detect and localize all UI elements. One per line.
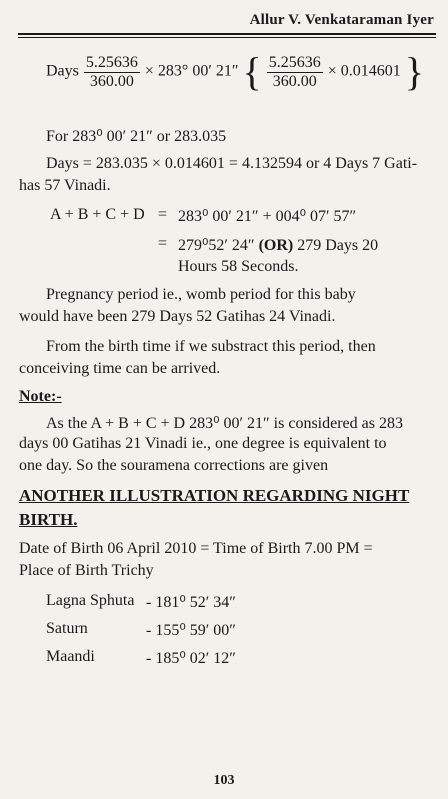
paragraph-note-3: one day. So the souramena corrections are given (19, 457, 329, 474)
const-term: × 0.014601 (327, 62, 401, 80)
paragraph-dob-1: Date of Birth 06 April 2010 = Time of Birth 7.00 PM = (19, 540, 373, 557)
position-name: Lagna Sphuta (46, 592, 135, 609)
paragraph-for: For 283⁰ 00′ 21″ or 283.035 (46, 128, 227, 145)
sum-rhs-3: Hours 58 Seconds. (178, 258, 299, 275)
days-label: Days (46, 62, 79, 80)
fraction-2: $\frac{5.25636}{360.00}$ (268, 53, 321, 90)
header-rule-thin (18, 37, 436, 38)
page-number: 103 (213, 773, 235, 788)
paragraph-pregnancy-1: Pregnancy period ie., womb period for this baby (46, 286, 356, 303)
open-brace: { (242, 49, 262, 94)
angle-term: × 283° 00′ 21″ (144, 62, 239, 80)
close-brace: } (404, 49, 424, 94)
sum-eq-1: = (158, 206, 168, 223)
paragraph-days-2: has 57 Vinadi. (19, 177, 111, 194)
paragraph-note-1: As the A + B + C + D 283⁰ 00′ 21″ is considered as 283 (46, 415, 403, 432)
note-heading: Note:- (19, 388, 62, 405)
position-value: - 155⁰ 59′ 00″ (146, 622, 236, 639)
paragraph-birth-1: From the birth time if we substract this period, then (46, 338, 376, 355)
paragraph-birth-2: conceiving time can be arrived. (19, 360, 221, 377)
position-name: Maandi (46, 648, 95, 665)
sum-rhs-1: 283⁰ 00′ 21″ + 004⁰ 07′ 57″ (178, 208, 357, 225)
position-name: Saturn (46, 620, 88, 637)
position-value: - 185⁰ 02′ 12″ (146, 650, 236, 667)
header-rule (18, 33, 436, 35)
paragraph-days-1: Days = 283.035 × 0.014601 = 4.132594 or 4 Days 7 Gati- (46, 155, 418, 172)
sum-eq-2: = (158, 235, 168, 252)
sum-rhs-2: 279⁰52′ 24″ (OR) 279 Days 20 (178, 237, 379, 254)
running-head: Allur V. Venkataraman Iyer (249, 12, 434, 28)
days-formula (46, 49, 424, 94)
fraction-1: $\frac{5.25636}{360.00}$ (85, 53, 138, 90)
paragraph-note-2: days 00 Gatihas 21 Vinadi ie., one degree is equivalent to (19, 435, 387, 452)
section-heading-2: BIRTH. (19, 510, 78, 529)
section-heading-1: ANOTHER ILLUSTRATION REGARDING NIGHT (19, 486, 410, 505)
paragraph-dob-2: Place of Birth Trichy (19, 562, 154, 579)
paragraph-pregnancy-2: would have been 279 Days 52 Gatihas 24 Vinadi. (19, 308, 336, 325)
sum-lhs: A + B + C + D (50, 206, 145, 223)
position-value: - 181⁰ 52′ 34″ (146, 594, 236, 611)
